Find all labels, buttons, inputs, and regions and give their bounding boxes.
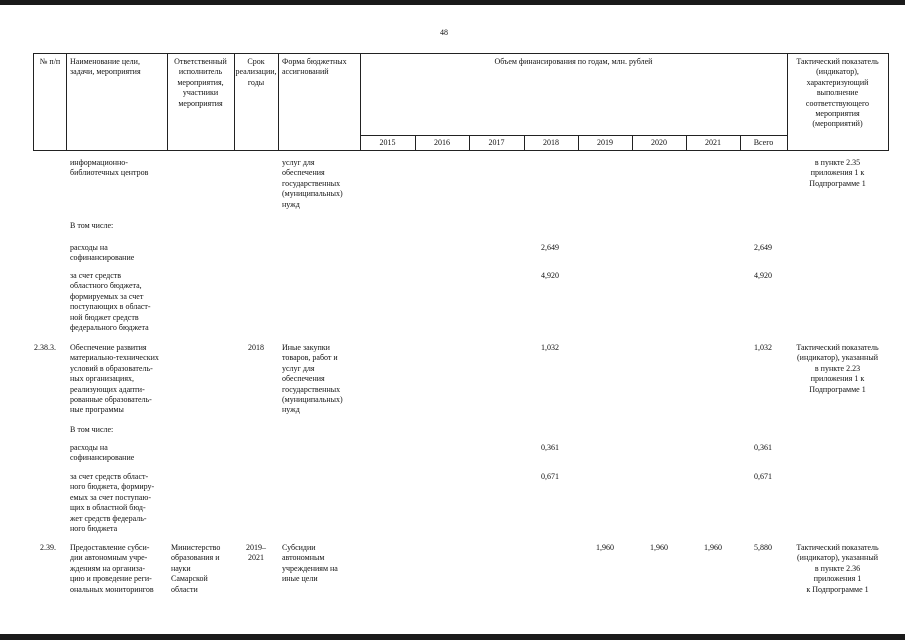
table-top-rule — [33, 53, 889, 54]
row-indicator: Тактический показатель (индикатор), указанный в пункте 2.36 приложения 1 к Подпрограмме 1 — [796, 543, 879, 594]
header-indicator: Тактический показатель (индикатор), характеризующий выполнение соответствующего мероприятия (мероприятий) — [796, 57, 879, 129]
year-header: 2016 — [434, 138, 450, 147]
row-num: 2.38.3. — [34, 343, 56, 352]
row-term: 2019– 2021 — [246, 543, 266, 563]
year-header: 2020 — [651, 138, 667, 147]
row-name: расходы на софинансирование — [70, 243, 135, 263]
row-form: Субсидии автономным учреждениям на иные цели — [282, 543, 338, 584]
header-financing: Объем финансирования по годам, млн. рублей — [494, 57, 653, 66]
col-sep — [888, 53, 889, 150]
header-bottom-rule — [33, 150, 889, 151]
top-border — [0, 0, 905, 5]
row-value-total: 5,880 — [754, 543, 772, 552]
row-value-2020: 1,960 — [650, 543, 668, 552]
row-value-2021: 1,960 — [704, 543, 722, 552]
page-number: 48 — [440, 28, 448, 37]
header-name: Наименование цели, задачи, мероприятия — [70, 57, 141, 77]
row-num: 2.39. — [40, 543, 56, 552]
col-sep — [278, 53, 279, 150]
col-sep — [360, 53, 361, 150]
row-name: расходы на софинансирование — [70, 443, 135, 463]
row-name: информационно- библиотечных центров — [70, 158, 149, 178]
year-header: 2015 — [379, 138, 396, 147]
row-value-total: 4,920 — [754, 271, 772, 280]
row-value-2018: 0,671 — [541, 472, 559, 481]
bottom-border — [0, 634, 905, 640]
row-subheading: В том числе: — [70, 425, 114, 434]
header-term: Срок реализации, годы — [235, 57, 277, 87]
col-sep — [33, 53, 34, 150]
year-header: 2017 — [488, 138, 505, 147]
row-name: Обеспечение развития материально-технических условий в образователь- ных организациях, реализующих адапти- рованные образователь- ные программы — [70, 343, 159, 415]
col-sep — [66, 53, 67, 150]
row-value-total: 0,671 — [754, 472, 772, 481]
row-form: услуг для обеспечения государственных (муниципальных) нужд — [282, 158, 343, 209]
row-value-total: 2,649 — [754, 243, 772, 252]
row-value-total: 0,361 — [754, 443, 772, 452]
row-value-2018: 4,920 — [541, 271, 559, 280]
row-value-2018: 0,361 — [541, 443, 559, 452]
row-indicator: в пункте 2.35 приложения 1 к Подпрограмме 1 — [809, 158, 866, 188]
header-form: Форма бюджетных ассигнований — [282, 57, 347, 77]
year-header-total: Всего — [753, 138, 774, 147]
header-responsible: Ответственный исполнитель мероприятия, участники мероприятия — [174, 57, 227, 108]
row-value-2018: 1,032 — [541, 343, 559, 352]
row-name: за счет средств област- ного бюджета, формиру- емых за счет поступаю- щих в областной бюд- жет средств федераль- ного бюджета — [70, 472, 155, 534]
row-term: 2018 — [248, 343, 264, 352]
row-form: Иные закупки товаров, работ и услуг для обеспечения государственных (муниципальных) нужд — [282, 343, 343, 415]
row-value-2018: 2,649 — [541, 243, 559, 252]
row-subheading: В том числе: — [70, 221, 114, 230]
row-responsible: Министерство образования и науки Самарской области — [171, 543, 221, 594]
year-header: 2018 — [543, 138, 559, 147]
years-rule — [360, 135, 787, 136]
row-value-2019: 1,960 — [596, 543, 614, 552]
row-value-total: 1,032 — [754, 343, 772, 352]
header-num: № п/п — [39, 57, 61, 66]
year-header: 2021 — [705, 138, 721, 147]
row-indicator: Тактический показатель (индикатор), указанный в пункте 2.23 приложения 1 к Подпрограмме 1 — [796, 343, 879, 394]
row-name: Предоставление субси- дии автономным учре- ждениям на организа- цию и проведение реги- ональных мониторингов — [70, 543, 154, 594]
row-name: за счет средств областного бюджета, формируемых за счет поступающих в област- ной бюджет средств федерального бюджета — [70, 271, 151, 333]
year-header: 2019 — [597, 138, 613, 147]
